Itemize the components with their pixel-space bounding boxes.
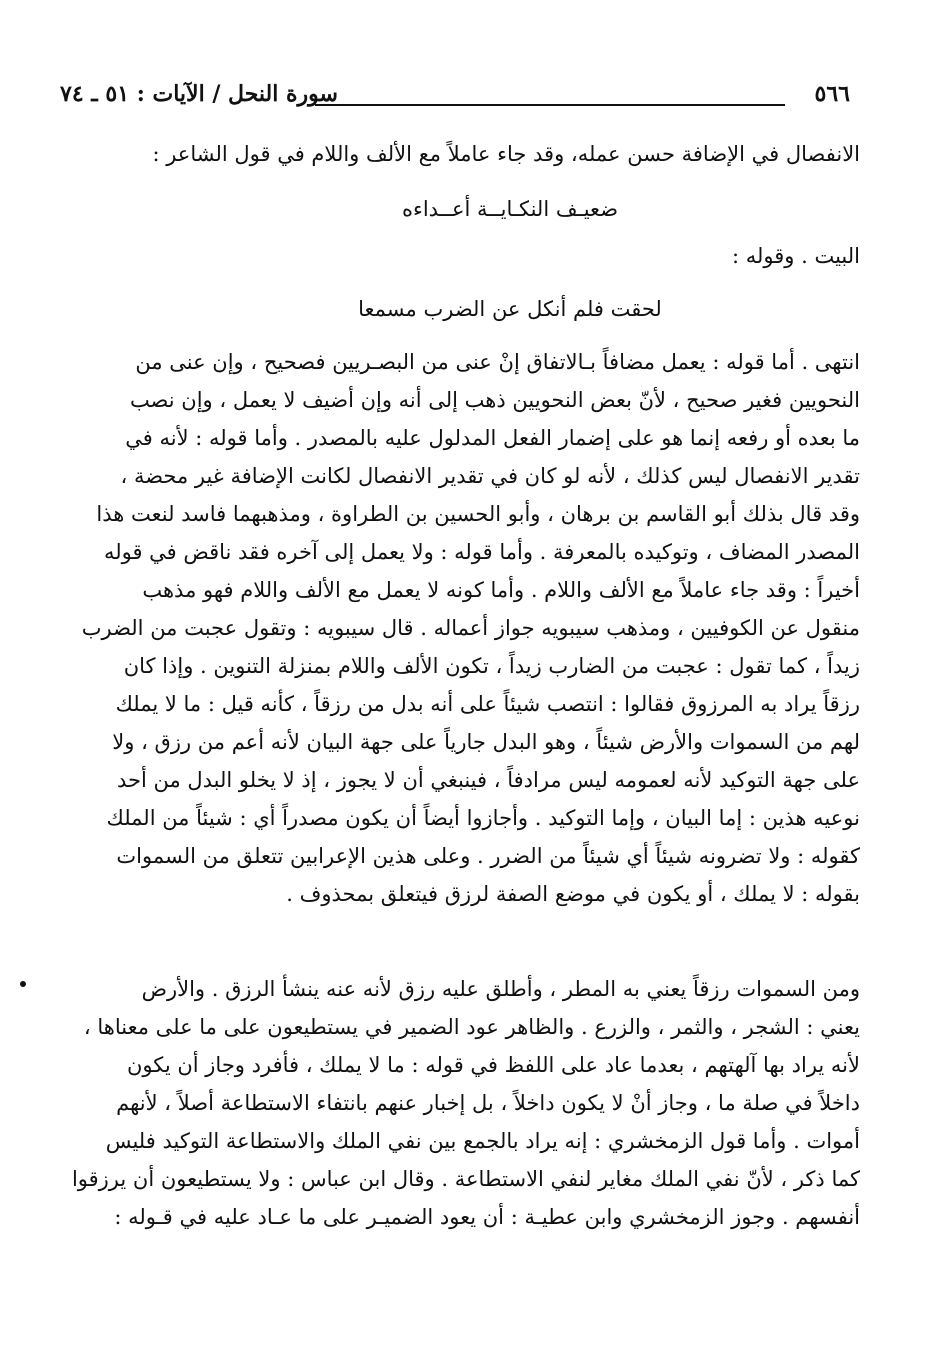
text-line: داخلاً في صلة ما ، وجاز أنْ لا يكون داخلاً ، بل إخبار عنهم بانتفاء الاستطاعة أصلاً ، لأنهم: [116, 1091, 860, 1115]
text-line: النحويين فغير صحيح ، لأنّ بعض النحويين ذهب إلى أنه وإن أضيف لا يعمل ، وإن نصب: [129, 388, 860, 412]
text-line: كقوله : ولا تضرونه شيئاً أي شيئاً من الضرر . وعلى هذين الإعرابين تتعلق من السموات: [116, 844, 860, 868]
text-line: البيت . وقوله :: [732, 244, 860, 268]
intro-line-2: [160, 237, 860, 275]
text-line: لأنه يراد بها آلهتهم ، بعدما عاد على اللفظ في قوله : ما لا يملك ، فأفرد وجاز أن يكون: [126, 1053, 860, 1077]
paragraph-2: [71, 970, 860, 1236]
text-line: انتهى . أما قوله : يعمل مضافاً بـالاتفاق إنْ عنى من البصـريين فصحيح ، وإن عنى من: [135, 350, 860, 374]
page-number: ٥٦٦: [814, 81, 850, 107]
text-line: على جهة التوكيد لأنه لعمومه ليس مرادفاً ، فينبغي أن لا يجوز ، إذ لا يخلو البدل من أحد: [116, 768, 860, 792]
running-head: [60, 80, 850, 114]
text-line: أموات . وأما قول الزمخشري : إنه يراد بالجمع بين نفي الملك والاستطاعة التوكيد فليس: [105, 1129, 860, 1153]
text-line: أخيراً : وقد جاء عاملاً مع الألف واللام . وأما كونه لا يعمل مع الألف واللام فهو مذهب: [142, 578, 860, 602]
text-line: أنفسهم . وجوز الزمخشري وابن عطيـة : أن يعود الضميـر على ما عـاد عليه في قـوله :: [114, 1205, 860, 1229]
verse-quote-2: لحقت فلم أنكل عن الضرب مسمعا: [358, 297, 662, 321]
text-line: نوعيه هذين : إما البيان ، وإما التوكيد . وأجازوا أيضاً أن يكون مصدراً أي : شيئاً من الملك: [106, 806, 860, 830]
header-rule: [315, 104, 785, 106]
text-line: الانفصال في الإضافة حسن عمله، وقد جاء عاملاً مع الألف واللام في قول الشاعر :: [152, 142, 860, 166]
text-line: منقول عن الكوفيين ، ومذهب سيبويه جواز أعماله . قال سيبويه : وتقول عجبت من الضرب: [81, 616, 860, 640]
text-line: وقد قال بذلك أبو القاسم بن برهان ، وأبو الحسين بن الطراوة ، ومذهبهما فاسد لنعت هذا: [96, 502, 860, 526]
text-line: لهم من السموات والأرض شيئاً ، وهو البدل جارياً على جهة البيان لأنه أعم من رزق ، ولا: [112, 730, 860, 754]
text-line: رزقاً يراد به المرزوق فقالوا : انتصب شيئاً على أنه بدل من رزقاً ، كأنه قيل : ما لا يملك: [115, 692, 860, 716]
text-line: زيداً ، كما تقول : عجبت من الضارب زيداً ، تكون الألف واللام بمنزلة التنوين . وإذا كان: [123, 654, 860, 678]
paragraph-1: [81, 343, 860, 913]
text-line: المصدر المضاف ، وتوكيده بالمعرفة . وأما قوله : ولا يعمل إلى آخره فقد ناقض في قوله: [103, 540, 860, 564]
margin-dot: [20, 981, 26, 987]
text-line: كما ذكر ، لأنّ نفي الملك مغاير لنفي الاستطاعة . وقال ابن عباس : ولا يستطيعون أن يرزقوا: [71, 1167, 860, 1191]
text-line: ما بعده أو رفعه إنما هو على إضمار الفعل المدلول عليه بالمصدر . وأما قوله : لأنه في: [125, 426, 860, 450]
text-line: ومن السموات رزقاً يعني به المطر ، وأطلق عليه رزق لأنه عنه ينشأ الرزق . والأرض: [141, 977, 860, 1001]
running-head-title: سورة النحل / الآيات : ٥١ ـ ٧٤: [60, 81, 338, 107]
text-line: تقدير الانفصال ليس كذلك ، لأنه لو كان في تقدير الانفصال لكانت الإضافة غير محضة ،: [120, 464, 860, 488]
text-line: يعني : الشجر ، والثمر ، والزرع . والظاهر عود الضمير في يستطيعون على ما على معناها ،: [83, 1015, 860, 1039]
intro-line: [152, 135, 860, 173]
verse-quote-1: ضعيـف النكـايــة أعــداءه: [401, 197, 619, 221]
text-line: بقوله : لا يملك ، أو يكون في موضع الصفة لرزق فيتعلق بمحذوف .: [286, 882, 860, 906]
